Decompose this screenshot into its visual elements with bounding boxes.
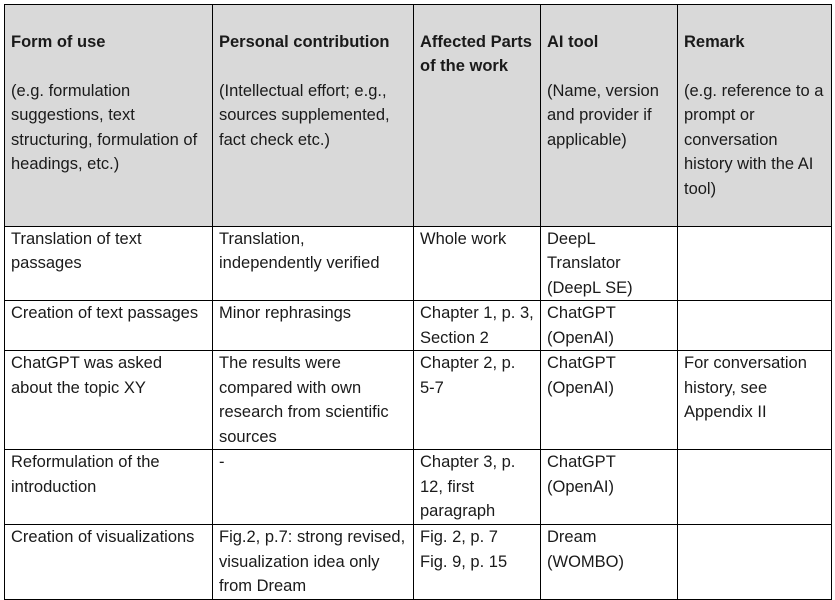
cell-ai-tool: ChatGPT (OpenAI)	[541, 450, 678, 525]
header-ai-tool	[541, 5, 678, 227]
table-row	[5, 301, 832, 351]
cell-affected-parts: Whole work	[414, 226, 541, 301]
cell-ai-tool: DeepL Translator (DeepL SE)	[541, 226, 678, 301]
cell-remark	[678, 301, 832, 351]
ai-usage-table	[4, 4, 832, 600]
cell-form-of-use: Translation of text passages	[5, 226, 213, 301]
table-row	[5, 525, 832, 600]
header-title: Affected Parts of the work	[420, 32, 532, 75]
cell-personal-contribution: Fig.2, p.7: strong revised, visualization idea only from Dream	[213, 525, 414, 600]
cell-remark: For conversation history, see Appendix II	[678, 351, 832, 450]
cell-affected-parts: Chapter 3, p. 12, first paragraph	[414, 450, 541, 525]
header-personal-contribution	[213, 5, 414, 227]
cell-remark	[678, 226, 832, 301]
cell-form-of-use: ChatGPT was asked about the topic XY	[5, 351, 213, 450]
cell-affected-parts: Chapter 1, p. 3, Section 2	[414, 301, 541, 351]
cell-personal-contribution: The results were compared with own research from scientific sources	[213, 351, 414, 450]
table-header-row	[5, 5, 832, 227]
header-subtitle: (e.g. formulation suggestions, text structuring, formulation of headings, etc.)	[11, 81, 198, 173]
header-title: Personal contribution	[219, 32, 390, 51]
header-form-of-use	[5, 5, 213, 227]
cell-ai-tool: Dream (WOMBO)	[541, 525, 678, 600]
header-subtitle: (e.g. reference to a prompt or conversation history with the AI tool)	[684, 81, 824, 198]
header-subtitle: (Name, version and provider if applicable)	[547, 81, 659, 149]
cell-form-of-use: Reformulation of the introduction	[5, 450, 213, 525]
cell-form-of-use: Creation of visualizations	[5, 525, 213, 600]
cell-personal-contribution: -	[213, 450, 414, 525]
cell-personal-contribution: Translation, independently verified	[213, 226, 414, 301]
cell-ai-tool: ChatGPT (OpenAI)	[541, 351, 678, 450]
cell-affected-parts: Fig. 2, p. 7 Fig. 9, p. 15	[414, 525, 541, 600]
cell-personal-contribution: Minor rephrasings	[213, 301, 414, 351]
cell-remark	[678, 450, 832, 525]
header-remark	[678, 5, 832, 227]
cell-remark	[678, 525, 832, 600]
cell-affected-parts: Chapter 2, p. 5-7	[414, 351, 541, 450]
header-title: Form of use	[11, 32, 106, 51]
header-subtitle: (Intellectual effort; e.g., sources supplemented, fact check etc.)	[219, 81, 390, 149]
table-row	[5, 226, 832, 301]
cell-ai-tool: ChatGPT (OpenAI)	[541, 301, 678, 351]
header-title: Remark	[684, 32, 745, 51]
header-affected-parts	[414, 5, 541, 227]
table-row	[5, 351, 832, 450]
table-row	[5, 450, 832, 525]
header-title: AI tool	[547, 32, 599, 51]
cell-form-of-use: Creation of text passages	[5, 301, 213, 351]
